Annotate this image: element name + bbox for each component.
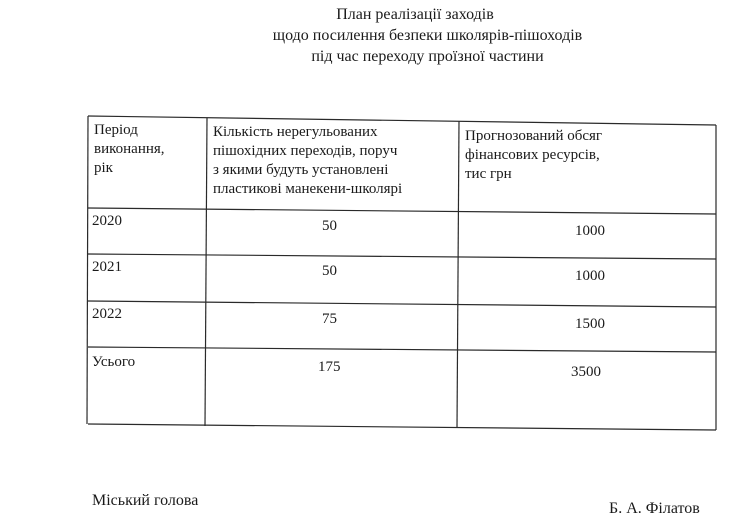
row-2021-period: 2021 [92, 259, 122, 275]
row-2022-period: 2022 [92, 306, 122, 322]
row-total-period: Усього [92, 354, 136, 370]
table-col-line-2 [457, 121, 459, 428]
table-row-line-1 [88, 208, 716, 214]
row-total-crossings: 175 [318, 359, 341, 375]
table-row-line-4 [88, 347, 716, 352]
row-2021-funding: 1000 [575, 268, 605, 284]
row-2021-crossings: 50 [322, 263, 337, 279]
row-total-funding: 3500 [571, 364, 601, 380]
header-funding: Прогнозований обсяг фінансових ресурсів, тис грн [465, 128, 603, 182]
header-crossings: Кількість нерегульованих пішохідних переходів, поруч з якими будуть установлені пластикові манекени-школярі [213, 124, 403, 197]
row-2020-period: 2020 [92, 213, 122, 229]
table-row-line-3 [88, 301, 716, 307]
title-line-1: План реалізації заходів [336, 6, 494, 23]
title-line-2: щодо посилення безпеки школярів-пішоходів [272, 27, 583, 44]
signatory-position: Міський голова [92, 492, 199, 509]
table-row-line-2 [88, 254, 716, 259]
signatory-name: Б. А. Філатов [609, 500, 700, 517]
table-border-left [87, 116, 88, 424]
row-2022-crossings: 75 [322, 311, 337, 327]
table-border-bottom [88, 424, 716, 430]
title-line-3: під час переходу проїзної частини [311, 48, 544, 65]
row-2020-funding: 1000 [575, 223, 605, 239]
header-period: Період виконання, рік [94, 122, 165, 176]
table-col-line-1 [205, 118, 207, 426]
row-2020-crossings: 50 [322, 218, 337, 234]
row-2022-funding: 1500 [575, 316, 605, 332]
